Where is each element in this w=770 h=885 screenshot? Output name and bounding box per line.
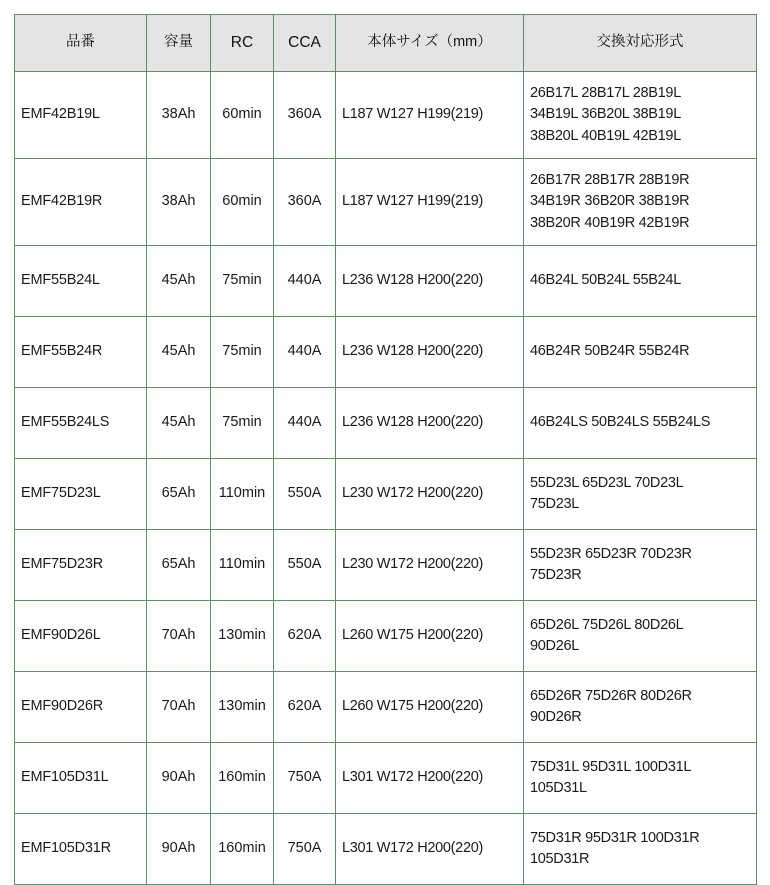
cell-capacity: 38Ah	[147, 72, 211, 159]
cell-model: EMF105D31L	[15, 743, 147, 814]
table-row	[15, 246, 757, 317]
cell-cca: 620A	[274, 672, 336, 743]
cell-capacity: 65Ah	[147, 459, 211, 530]
compat-line: 46B24LS 50B24LS 55B24LS	[530, 414, 711, 431]
compat-line: 38B20R 40B19R 42B19R	[530, 214, 690, 231]
compat-line: 75D23L	[530, 496, 579, 512]
cell-capacity: 70Ah	[147, 672, 211, 743]
cell-dimensions: L236 W128 H200(220)	[336, 317, 524, 388]
compat-line: 105D31L	[530, 780, 587, 796]
cell-rc: 160min	[211, 743, 274, 814]
cell-model: EMF55B24LS	[15, 388, 147, 459]
table-body	[15, 72, 757, 885]
column-header-cca: CCA	[274, 15, 336, 72]
cell-model: EMF90D26R	[15, 672, 147, 743]
cell-dimensions: L301 W172 H200(220)	[336, 814, 524, 885]
table-row	[15, 601, 757, 672]
table-header	[15, 15, 757, 72]
cell-capacity: 70Ah	[147, 601, 211, 672]
cell-cca: 360A	[274, 159, 336, 246]
cell-rc: 110min	[211, 530, 274, 601]
cell-cca: 750A	[274, 743, 336, 814]
cell-dimensions: L301 W172 H200(220)	[336, 743, 524, 814]
compat-line: 26B17R 28B17R 28B19R	[530, 172, 690, 189]
column-header-compatible-types: 交換対応形式	[524, 15, 757, 72]
column-header-capacity: 容量	[147, 15, 211, 72]
cell-dimensions: L230 W172 H200(220)	[336, 530, 524, 601]
cell-model: EMF105D31R	[15, 814, 147, 885]
cell-model: EMF75D23L	[15, 459, 147, 530]
cell-model: EMF75D23R	[15, 530, 147, 601]
cell-cca: 620A	[274, 601, 336, 672]
cell-capacity: 45Ah	[147, 246, 211, 317]
cell-compatible-types	[524, 743, 757, 814]
column-header-rc: RC	[211, 15, 274, 72]
table-row	[15, 743, 757, 814]
table-row	[15, 672, 757, 743]
cell-rc: 130min	[211, 601, 274, 672]
cell-compatible-types	[524, 317, 757, 388]
compat-line: 65D26R 75D26R 80D26R	[530, 687, 692, 704]
cell-cca: 550A	[274, 530, 336, 601]
cell-dimensions: L260 W175 H200(220)	[336, 672, 524, 743]
table-row	[15, 72, 757, 159]
cell-dimensions: L236 W128 H200(220)	[336, 246, 524, 317]
table-row	[15, 317, 757, 388]
compat-line: 75D31L 95D31L 100D31L	[530, 758, 692, 775]
compat-line: 34B19R 36B20R 38B19R	[530, 193, 690, 210]
cell-capacity: 38Ah	[147, 159, 211, 246]
cell-model: EMF55B24L	[15, 246, 147, 317]
compat-line: 65D26L 75D26L 80D26L	[530, 616, 684, 633]
cell-model: EMF42B19R	[15, 159, 147, 246]
cell-compatible-types	[524, 530, 757, 601]
cell-cca: 440A	[274, 317, 336, 388]
cell-compatible-types	[524, 814, 757, 885]
cell-capacity: 90Ah	[147, 743, 211, 814]
cell-capacity: 45Ah	[147, 388, 211, 459]
cell-rc: 130min	[211, 672, 274, 743]
cell-model: EMF90D26L	[15, 601, 147, 672]
cell-compatible-types	[524, 601, 757, 672]
cell-dimensions: L187 W127 H199(219)	[336, 159, 524, 246]
cell-rc: 60min	[211, 159, 274, 246]
compat-line: 75D31R 95D31R 100D31R	[530, 829, 700, 846]
cell-cca: 440A	[274, 246, 336, 317]
cell-dimensions: L260 W175 H200(220)	[336, 601, 524, 672]
cell-compatible-types	[524, 672, 757, 743]
compat-line: 46B24R 50B24R 55B24R	[530, 343, 690, 360]
cell-rc: 75min	[211, 317, 274, 388]
cell-model: EMF55B24R	[15, 317, 147, 388]
cell-dimensions: L187 W127 H199(219)	[336, 72, 524, 159]
cell-compatible-types	[524, 459, 757, 530]
cell-rc: 160min	[211, 814, 274, 885]
compat-line: 90D26L	[530, 638, 579, 654]
compat-line: 75D23R	[530, 567, 582, 583]
cell-model: EMF42B19L	[15, 72, 147, 159]
cell-cca: 550A	[274, 459, 336, 530]
cell-compatible-types	[524, 388, 757, 459]
compat-line: 38B20L 40B19L 42B19L	[530, 127, 681, 144]
cell-capacity: 45Ah	[147, 317, 211, 388]
cell-rc: 60min	[211, 72, 274, 159]
cell-rc: 75min	[211, 246, 274, 317]
cell-capacity: 90Ah	[147, 814, 211, 885]
compat-line: 55D23L 65D23L 70D23L	[530, 474, 684, 491]
cell-dimensions: L230 W172 H200(220)	[336, 459, 524, 530]
table-row	[15, 530, 757, 601]
cell-cca: 750A	[274, 814, 336, 885]
cell-dimensions: L236 W128 H200(220)	[336, 388, 524, 459]
cell-compatible-types	[524, 159, 757, 246]
table-row	[15, 459, 757, 530]
column-header-dimensions: 本体サイズ（mm）	[336, 15, 524, 72]
compat-line: 55D23R 65D23R 70D23R	[530, 545, 692, 562]
cell-cca: 440A	[274, 388, 336, 459]
compat-line: 34B19L 36B20L 38B19L	[530, 106, 681, 123]
compat-line: 26B17L 28B17L 28B19L	[530, 85, 681, 102]
cell-rc: 75min	[211, 388, 274, 459]
column-header-model: 品番	[15, 15, 147, 72]
cell-rc: 110min	[211, 459, 274, 530]
cell-capacity: 65Ah	[147, 530, 211, 601]
table-row	[15, 814, 757, 885]
table-row	[15, 388, 757, 459]
cell-compatible-types	[524, 246, 757, 317]
cell-compatible-types	[524, 72, 757, 159]
table-header-row	[15, 15, 757, 72]
battery-spec-table	[14, 14, 757, 885]
cell-cca: 360A	[274, 72, 336, 159]
compat-line: 90D26R	[530, 709, 582, 725]
compat-line: 105D31R	[530, 851, 590, 867]
table-row	[15, 159, 757, 246]
compat-line: 46B24L 50B24L 55B24L	[530, 272, 681, 289]
